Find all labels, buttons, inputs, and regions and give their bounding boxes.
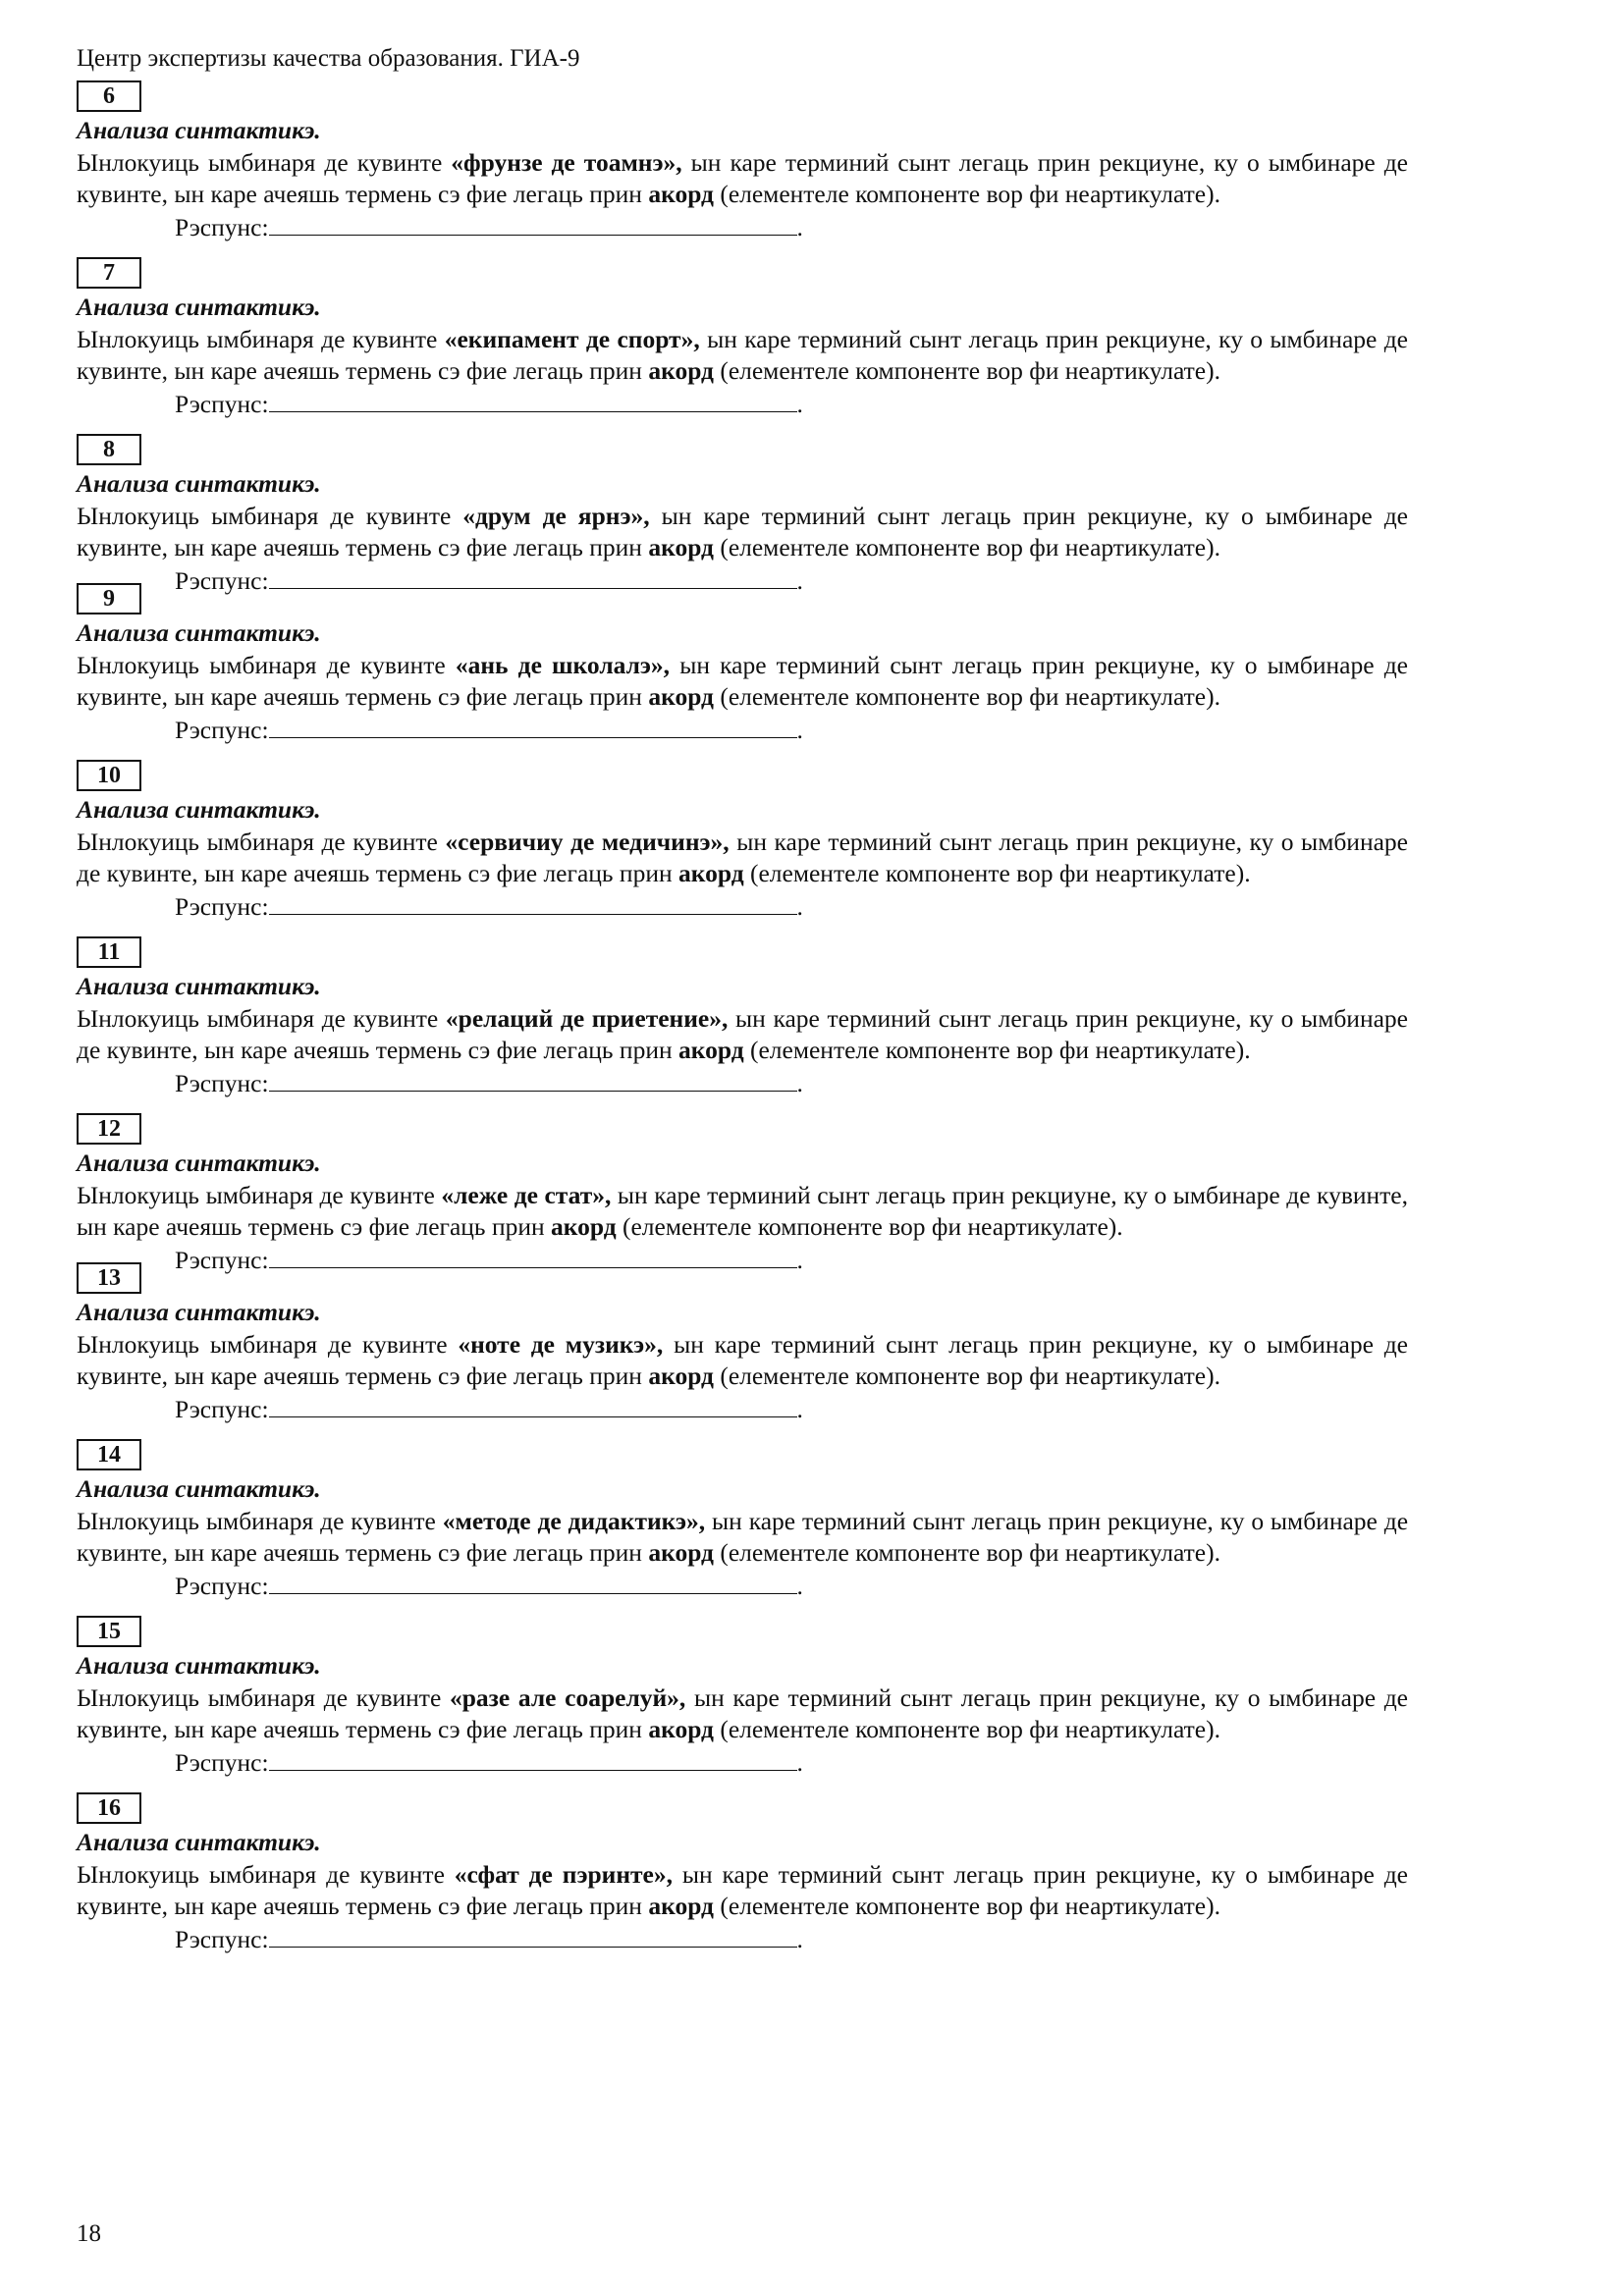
task-number-box: 16: [77, 1792, 141, 1824]
answer-line-end: .: [796, 891, 803, 921]
word-combination: «разе але соарелуй»,: [449, 1682, 686, 1712]
answer-row: [77, 714, 1408, 747]
word-combination: «сервичиу де медичинэ»,: [445, 827, 730, 856]
answer-row: [77, 1923, 1408, 1956]
answer-row: [77, 211, 1408, 244]
instruction-text-middle: ын каре терминий сынт легаць прин рекциуне, ку о ымбинаре де кувинте, ын каре ачеяшь термень сэ фие легаць прин: [77, 501, 1408, 561]
task-block: [77, 1439, 1408, 1602]
answer-line[interactable]: [269, 1923, 797, 1948]
answer-line[interactable]: [269, 211, 797, 236]
task-instruction: [77, 827, 1408, 890]
instruction-text-middle: ын каре терминий сынт легаць прин рекциуне, ку о ымбинаре де кувинте, ын каре ачеяшь термень сэ фие легаць прин: [77, 1329, 1409, 1390]
task-number-box: 11: [77, 936, 141, 968]
task-instruction: [77, 1859, 1408, 1923]
answer-line-end: .: [796, 1394, 803, 1423]
answer-line[interactable]: [269, 388, 797, 412]
word-combination: «сфат де пэринте»,: [454, 1859, 673, 1889]
answer-label: Рэспунс:: [175, 389, 269, 418]
instruction-text-start: Ынлокуиць ымбинаря де кувинте: [77, 1180, 442, 1209]
task-block: [77, 1262, 1408, 1425]
answer-row: [77, 1746, 1408, 1780]
task-instruction: [77, 1180, 1408, 1244]
answer-label: Рэспунс:: [175, 1924, 269, 1953]
keyword-accord: акорд: [648, 356, 714, 385]
task-title: Анализа синтактикэ.: [77, 618, 321, 647]
task-title: Анализа синтактикэ.: [77, 116, 321, 144]
instruction-text-end: (елементеле компоненте вор фи неартикулате).: [713, 1892, 1220, 1920]
page-number: 18: [77, 2220, 101, 2247]
task-title: Анализа синтактикэ.: [77, 1474, 321, 1503]
answer-label: Рэспунс:: [175, 1245, 269, 1274]
instruction-text-middle: ын каре терминий сынт легаць прин рекциуне, ку о ымбинаре де кувинте, ын каре ачеяшь термень сэ фие легаць прин: [77, 1003, 1408, 1064]
task-title: Анализа синтактикэ.: [77, 1148, 321, 1177]
task-number-box: 9: [77, 583, 141, 614]
instruction-text-start: Ынлокуиць ымбинаря де кувинте: [77, 1682, 450, 1712]
task-instruction: [77, 1506, 1408, 1570]
task-title: Анализа синтактикэ.: [77, 972, 321, 1000]
task-number-box: 7: [77, 257, 141, 289]
instruction-text-end: (елементеле компоненте вор фи неартикулате).: [713, 682, 1220, 711]
answer-line-end: .: [796, 715, 803, 744]
task-block: [77, 936, 1408, 1099]
answer-line-end: .: [796, 1068, 803, 1097]
answer-line-end: .: [796, 389, 803, 418]
task-instruction: [77, 147, 1408, 211]
keyword-accord: акорд: [648, 1538, 714, 1567]
instruction-text-end: (елементеле компоненте вор фи неартикулате).: [713, 1362, 1220, 1390]
answer-label: Рэспунс:: [175, 212, 269, 241]
task-title: Анализа синтактикэ.: [77, 469, 321, 498]
instruction-text-middle: ын каре терминий сынт легаць прин рекциуне, ку о ымбинаре де кувинте, ын каре ачеяшь термень сэ фие легаць прин: [77, 147, 1409, 208]
answer-line[interactable]: [269, 890, 797, 915]
answer-line-end: .: [796, 1245, 803, 1274]
instruction-text-middle: ын каре терминий сынт легаць прин рекциуне, ку о ымбинаре де кувинте, ын каре ачеяшь термень сэ фие легаць прин: [77, 324, 1408, 385]
word-combination: «ань де школалэ»,: [455, 650, 671, 679]
task-title: Анализа синтактикэ.: [77, 1298, 321, 1326]
task-block: [77, 1792, 1408, 1955]
instruction-text-middle: ын каре терминий сынт легаць прин рекциуне, ку о ымбинаре де кувинте, ын каре ачеяшь термень сэ фие легаць прин: [77, 1180, 1408, 1241]
task-instruction: [77, 501, 1408, 564]
instruction-text-end: (елементеле компоненте вор фи неартикулате).: [713, 180, 1220, 208]
task-block: [77, 257, 1408, 420]
instruction-text-end: (елементеле компоненте вор фи неартикулате).: [616, 1212, 1123, 1241]
task-number-box: 12: [77, 1113, 141, 1145]
instruction-text-end: (елементеле компоненте вор фи неартикулате).: [713, 1715, 1220, 1743]
task-block: [77, 1616, 1408, 1779]
instruction-text-middle: ын каре терминий сынт легаць прин рекциуне, ку о ымбинаре де кувинте, ын каре ачеяшь термень сэ фие легаць прин: [77, 1859, 1408, 1920]
word-combination: «друм де ярнэ»,: [462, 501, 650, 530]
task-number-box: 15: [77, 1616, 141, 1647]
task-block: [77, 1113, 1408, 1276]
answer-label: Рэспунс:: [175, 1571, 269, 1600]
instruction-text-middle: ын каре терминий сынт легаць прин рекциуне, ку о ымбинаре де кувинте, ын каре ачеяшь термень сэ фие легаць прин: [77, 827, 1408, 887]
keyword-accord: акорд: [648, 1362, 714, 1390]
task-instruction: [77, 1003, 1408, 1067]
answer-line-end: .: [796, 565, 803, 595]
instruction-text-end: (елементеле компоненте вор фи неартикулате).: [713, 533, 1220, 561]
instruction-text-middle: ын каре терминий сынт легаць прин рекциуне, ку о ымбинаре де кувинте, ын каре ачеяшь термень сэ фие легаць прин: [77, 650, 1408, 711]
answer-line[interactable]: [269, 1570, 797, 1594]
answer-label: Рэспунс:: [175, 565, 269, 595]
page-header: Центр экспертизы качества образования. ГИА-9: [77, 45, 580, 72]
answer-label: Рэспунс:: [175, 891, 269, 921]
task-instruction: [77, 1682, 1408, 1746]
instruction-text-start: Ынлокуиць ымбинаря де кувинте: [77, 1859, 455, 1889]
answer-row: [77, 1570, 1408, 1603]
keyword-accord: акорд: [648, 682, 714, 711]
keyword-accord: акорд: [648, 1715, 714, 1743]
word-combination: «фрунзе де тоамнэ»,: [451, 147, 682, 177]
instruction-text-start: Ынлокуиць ымбинаря де кувинте: [77, 650, 456, 679]
keyword-accord: акорд: [648, 180, 714, 208]
answer-label: Рэспунс:: [175, 1394, 269, 1423]
instruction-text-end: (елементеле компоненте вор фи неартикулате).: [713, 1538, 1220, 1567]
task-number-box: 6: [77, 80, 141, 112]
instruction-text-middle: ын каре терминий сынт легаць прин рекциуне, ку о ымбинаре де кувинте, ын каре ачеяшь термень сэ фие легаць прин: [77, 1682, 1408, 1743]
word-combination: «методе де дидактикэ»,: [442, 1506, 706, 1535]
task-title: Анализа синтактикэ.: [77, 293, 321, 321]
word-combination: «релаций де приетение»,: [445, 1003, 729, 1033]
answer-line-end: .: [796, 1924, 803, 1953]
task-number-box: 10: [77, 760, 141, 791]
instruction-text-middle: ын каре терминий сынт легаць прин рекциуне, ку о ымбинаре де кувинте, ын каре ачеяшь термень сэ фие легаць прин: [77, 1506, 1409, 1567]
answer-line-end: .: [796, 1747, 803, 1777]
answer-row: [77, 1393, 1408, 1426]
instruction-text-end: (елементеле компоненте вор фи неартикулате).: [743, 1036, 1251, 1064]
answer-line[interactable]: [269, 714, 797, 738]
answer-row: [77, 890, 1408, 924]
task-title: Анализа синтактикэ.: [77, 1651, 321, 1680]
word-combination: «леже де стат»,: [441, 1180, 612, 1209]
answer-line-end: .: [796, 1571, 803, 1600]
instruction-text-end: (елементеле компоненте вор фи неартикулате).: [713, 356, 1220, 385]
task-block: [77, 80, 1408, 243]
answer-row: [77, 388, 1408, 421]
task-block: [77, 760, 1408, 923]
instruction-text-start: Ынлокуиць ымбинаря де кувинте: [77, 1329, 459, 1359]
word-combination: «екипамент де спорт»,: [444, 324, 700, 353]
keyword-accord: акорд: [678, 859, 744, 887]
task-number-box: 8: [77, 434, 141, 465]
task-number-box: 14: [77, 1439, 141, 1470]
task-title: Анализа синтактикэ.: [77, 795, 321, 824]
answer-row: [77, 1067, 1408, 1100]
answer-line[interactable]: [269, 1393, 797, 1417]
answer-line[interactable]: [269, 1746, 797, 1771]
instruction-text-start: Ынлокуиць ымбинаря де кувинте: [77, 1506, 443, 1535]
task-block: [77, 434, 1408, 597]
instruction-text-start: Ынлокуиць ымбинаря де кувинте: [77, 501, 463, 530]
answer-line[interactable]: [269, 1067, 797, 1092]
answer-label: Рэспунс:: [175, 1068, 269, 1097]
answer-label: Рэспунс:: [175, 715, 269, 744]
answer-line-end: .: [796, 212, 803, 241]
keyword-accord: акорд: [678, 1036, 744, 1064]
keyword-accord: акорд: [648, 533, 714, 561]
answer-label: Рэспунс:: [175, 1747, 269, 1777]
instruction-text-start: Ынлокуиць ымбинаря де кувинте: [77, 147, 452, 177]
task-instruction: [77, 650, 1408, 714]
instruction-text-end: (елементеле компоненте вор фи неартикулате).: [743, 859, 1251, 887]
instruction-text-start: Ынлокуиць ымбинаря де кувинте: [77, 1003, 446, 1033]
task-number-box: 13: [77, 1262, 141, 1294]
instruction-text-start: Ынлокуиць ымбинаря де кувинте: [77, 324, 445, 353]
instruction-text-start: Ынлокуиць ымбинаря де кувинте: [77, 827, 446, 856]
keyword-accord: акорд: [551, 1212, 617, 1241]
word-combination: «ноте де музикэ»,: [458, 1329, 664, 1359]
task-block: [77, 583, 1408, 746]
task-instruction: [77, 1329, 1408, 1393]
keyword-accord: акорд: [648, 1892, 714, 1920]
task-title: Анализа синтактикэ.: [77, 1828, 321, 1856]
task-instruction: [77, 324, 1408, 388]
